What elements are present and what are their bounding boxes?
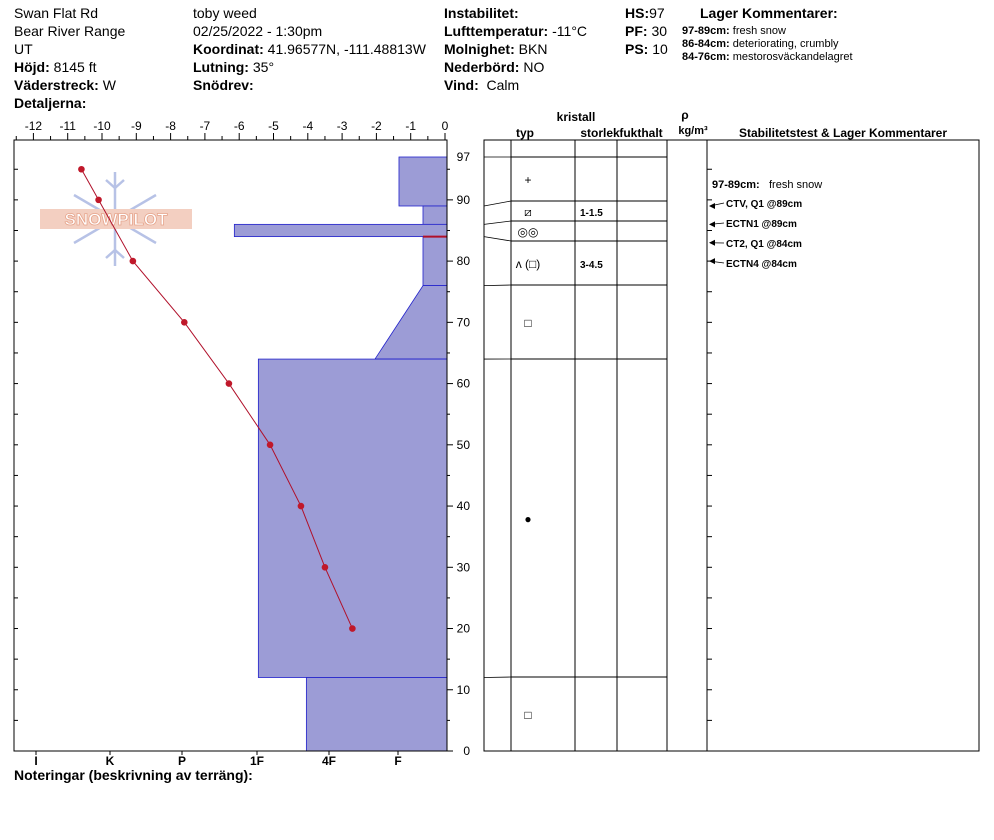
- temp-tick-label: -9: [130, 119, 142, 133]
- ps-label: PS:: [625, 41, 649, 57]
- coordinate-label: Koordinat:: [193, 41, 264, 57]
- aspect-label: Väderstreck:: [14, 77, 99, 93]
- wind-value: Calm: [486, 77, 520, 93]
- temp-tick-label: -2: [371, 119, 382, 133]
- crystal-size: 1-1.5: [580, 208, 603, 219]
- slope-value: 35°: [252, 59, 275, 75]
- depth-tick-label: 70: [456, 315, 470, 330]
- layer-connector: [484, 237, 511, 241]
- coordinate-value: 41.96577N, -111.48813W: [267, 41, 426, 57]
- crystal-type-symbol: □: [524, 708, 532, 722]
- depth-tick-label: 80: [456, 254, 470, 269]
- slope-label: Lutning:: [193, 59, 249, 75]
- state: UT: [14, 41, 33, 57]
- precip-label: Nederbörd:: [444, 59, 520, 75]
- depth-tick-label: 20: [456, 621, 470, 636]
- stability-comment-range: 97-89cm:: [712, 179, 760, 191]
- temp-tick-label: -11: [59, 119, 76, 133]
- cloud-value: BKN: [518, 41, 548, 57]
- layer-comment-text: deteriorating, crumbly: [732, 38, 839, 50]
- layer-comment-text: fresh snow: [732, 25, 786, 37]
- mountain-range: Bear River Range: [14, 23, 126, 39]
- wind-label: Vind:: [444, 77, 479, 93]
- elevation-value: 8145 ft: [53, 59, 97, 75]
- aspect-value: W: [102, 77, 116, 93]
- depth-tick-label: 40: [456, 499, 470, 514]
- hardness-tick-label: I: [34, 754, 38, 768]
- table-headers: [516, 108, 947, 140]
- instability-label: Instabilitet:: [444, 5, 519, 21]
- stability-test-arrow: [709, 240, 715, 246]
- crystal-type-symbol: □: [524, 316, 532, 330]
- notes-label: Noteringar (beskrivning av terräng):: [14, 767, 253, 783]
- crystal-type-symbol: ⧄: [524, 205, 532, 219]
- header-crystal: kristall: [556, 110, 596, 124]
- depth-tick-label: 30: [456, 560, 470, 575]
- layer-connector: [484, 201, 511, 206]
- depth-tick-label: 10: [456, 682, 470, 697]
- stability-test-arrow: [709, 203, 715, 209]
- layer-comments-title: Lager Kommentarer:: [700, 5, 838, 21]
- stability-comment-text: fresh snow: [769, 179, 823, 191]
- layer-connector: [484, 285, 511, 286]
- hardness-tick-label: K: [105, 754, 115, 768]
- depth-tick-label: 60: [456, 376, 470, 391]
- temp-tick-label: -5: [268, 119, 279, 133]
- table-border: [484, 140, 979, 751]
- layer-comment-range: 84-76cm:: [682, 51, 730, 63]
- elevation-label: Höjd:: [14, 59, 50, 75]
- table-content: [516, 173, 823, 722]
- airtemp-value: -11°C: [552, 23, 588, 39]
- temp-tick-label: -1: [405, 119, 417, 133]
- precip-value: NO: [523, 59, 545, 75]
- cloud-label: Molnighet:: [444, 41, 515, 57]
- crystal-type-symbol: ʌ (□): [515, 257, 541, 271]
- temp-tick-label: -7: [199, 119, 211, 133]
- hs-label: HS:: [625, 5, 650, 21]
- header-stability: Stabilitetstest & Lager Kommentarer: [738, 126, 948, 140]
- layer-comment-range: 86-84cm:: [682, 38, 730, 50]
- pf-label: PF:: [625, 23, 648, 39]
- depth-tick-label: 50: [456, 437, 470, 452]
- header-size: storlek: [580, 126, 620, 140]
- depth-tick-label: 90: [456, 192, 470, 207]
- stability-test-label: ECTN4 @84cm: [726, 259, 797, 270]
- crystal-type-symbol: ◎◎: [517, 225, 539, 239]
- depth-tick-label: 0: [463, 744, 470, 758]
- temp-tick-label: -10: [93, 119, 111, 133]
- details-label: Detaljerna:: [14, 95, 87, 111]
- header-density-unit: kg/m³: [678, 125, 708, 137]
- airtemp-label: Lufttemperatur:: [444, 23, 549, 39]
- crystal-size: 3-4.5: [580, 260, 603, 271]
- temp-tick-label: -4: [302, 119, 314, 133]
- crystal-type-symbol: +: [524, 173, 532, 187]
- datetime: 02/25/2022 - 1:30pm: [193, 23, 323, 39]
- crystal-type-symbol: ●: [524, 512, 532, 526]
- stability-test-label: CTV, Q1 @89cm: [726, 199, 803, 210]
- hardness-tick-label: P: [177, 754, 187, 768]
- hardness-tick-label: F: [394, 754, 402, 768]
- hs-value: 97: [649, 5, 665, 21]
- header-rho: ρ: [681, 108, 689, 122]
- temp-tick-label: 0: [441, 119, 449, 133]
- header-type: typ: [516, 126, 534, 140]
- layer-comment-range: 97-89cm:: [682, 25, 730, 37]
- stability-test-label: CT2, Q1 @84cm: [726, 239, 802, 250]
- stability-test-arrow: [709, 258, 715, 264]
- header-moisture: fukthalt: [619, 126, 663, 140]
- depth-tick-label: 97: [456, 150, 470, 164]
- hardness-tick-label: 4F: [321, 754, 337, 768]
- layer-connector: [484, 221, 511, 224]
- ps-value: 10: [652, 41, 668, 57]
- stability-test-label: ECTN1 @89cm: [726, 219, 797, 230]
- stability-test-arrow: [709, 221, 715, 227]
- drift-label: Snödrev:: [193, 77, 254, 93]
- temp-tick-label: -12: [24, 119, 43, 133]
- pf-value: 30: [651, 23, 668, 39]
- temp-tick-label: -6: [233, 119, 245, 133]
- temp-tick-label: -3: [336, 119, 348, 133]
- layer-connector: [484, 677, 511, 678]
- layer-comment-text: mestorosväckandelagret: [732, 51, 853, 63]
- location: Swan Flat Rd: [14, 5, 99, 21]
- logo-text: SNOWPILOT: [64, 210, 168, 229]
- table-frame: [484, 140, 979, 751]
- observer: toby weed: [193, 5, 257, 21]
- hardness-tick-label: 1F: [249, 754, 265, 768]
- temp-tick-label: -8: [165, 119, 176, 133]
